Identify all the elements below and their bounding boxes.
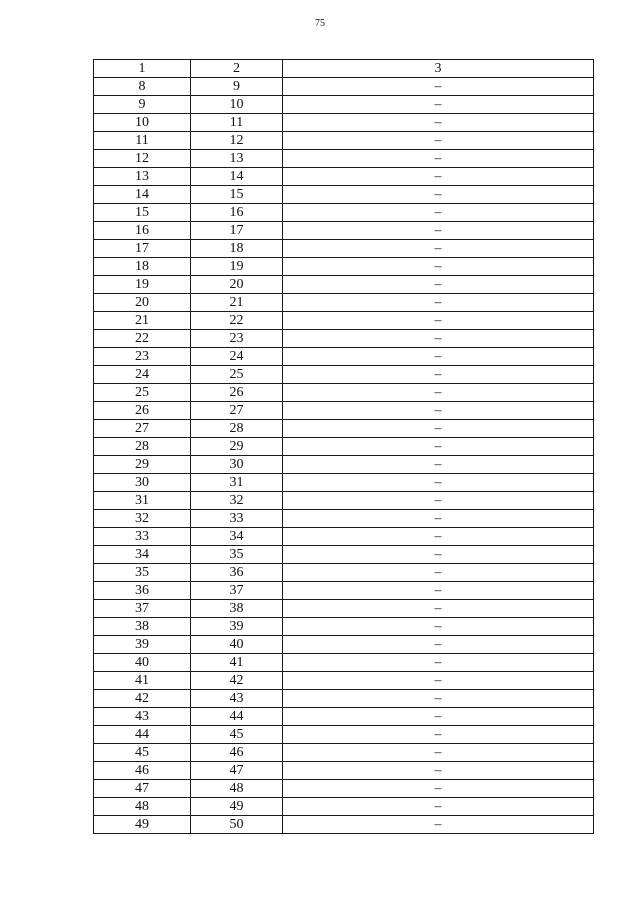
table-cell: – [283,366,594,384]
table-cell: 8 [94,78,191,96]
table-cell: 40 [94,654,191,672]
table-cell: 35 [94,564,191,582]
table-cell: 28 [94,438,191,456]
table-cell: 33 [191,510,283,528]
table-cell: – [283,402,594,420]
table-row [94,546,594,564]
table-cell: 20 [191,276,283,294]
table-row [94,798,594,816]
table-cell: 47 [191,762,283,780]
table-cell: – [283,744,594,762]
table-cell: 17 [191,222,283,240]
table-cell: – [283,618,594,636]
table-cell: – [283,636,594,654]
table-cell: 38 [94,618,191,636]
table-cell: 24 [191,348,283,366]
table-cell: 22 [191,312,283,330]
table-row [94,204,594,222]
table-cell: 45 [94,744,191,762]
table-cell: 30 [94,474,191,492]
table-cell: – [283,474,594,492]
table-cell: 44 [191,708,283,726]
table-row [94,528,594,546]
table-row [94,402,594,420]
table-cell: – [283,798,594,816]
table-cell: 17 [94,240,191,258]
table-cell: 39 [191,618,283,636]
table-cell: 27 [94,420,191,438]
table-cell: 18 [94,258,191,276]
table-cell: – [283,546,594,564]
table-cell: 16 [94,222,191,240]
table-cell: 37 [94,600,191,618]
table-row [94,510,594,528]
table-cell: 11 [191,114,283,132]
table-cell: 36 [94,582,191,600]
table-cell: 42 [94,690,191,708]
table-cell: – [283,258,594,276]
table-cell: 49 [191,798,283,816]
table-cell: 38 [191,600,283,618]
table-cell: 15 [94,204,191,222]
table-row [94,294,594,312]
table-row [94,132,594,150]
table-row [94,384,594,402]
table-cell: 13 [94,168,191,186]
table-cell: – [283,672,594,690]
table-cell: 26 [191,384,283,402]
table-cell: 42 [191,672,283,690]
table-cell: 10 [191,96,283,114]
table-cell: – [283,690,594,708]
table-cell: 32 [94,510,191,528]
table-cell: 35 [191,546,283,564]
table-cell: – [283,438,594,456]
table-row [94,168,594,186]
table-cell: 29 [191,438,283,456]
table-cell: – [283,816,594,834]
table-cell: 34 [94,546,191,564]
table-row [94,492,594,510]
table-cell: – [283,294,594,312]
table-cell: 39 [94,636,191,654]
table-cell: 23 [191,330,283,348]
table-row [94,222,594,240]
table-row [94,816,594,834]
table-cell: 33 [94,528,191,546]
table-cell: 12 [94,150,191,168]
table-cell: 25 [94,384,191,402]
table-row [94,708,594,726]
table-cell: – [283,348,594,366]
table-row [94,618,594,636]
table-cell: 14 [191,168,283,186]
table-row [94,96,594,114]
table-row [94,312,594,330]
table-cell: – [283,600,594,618]
table-cell: 11 [94,132,191,150]
table-cell: 30 [191,456,283,474]
table-cell: 43 [94,708,191,726]
table-row [94,114,594,132]
table-cell: 41 [191,654,283,672]
table-cell: 10 [94,114,191,132]
table-cell: 16 [191,204,283,222]
table-cell: 9 [191,78,283,96]
table-cell: – [283,510,594,528]
table-cell: – [283,384,594,402]
table-cell: – [283,582,594,600]
table-body [94,60,594,834]
table-cell: – [283,114,594,132]
table-cell: 13 [191,150,283,168]
table-row [94,348,594,366]
table-cell: 29 [94,456,191,474]
table-cell: 44 [94,726,191,744]
table-cell: 34 [191,528,283,546]
table-cell: 37 [191,582,283,600]
table-row [94,582,594,600]
table-row [94,474,594,492]
table-cell: – [283,420,594,438]
table-cell: – [283,78,594,96]
table-cell: 46 [94,762,191,780]
table-cell: – [283,492,594,510]
table-cell: – [283,132,594,150]
table-row [94,150,594,168]
table-row [94,330,594,348]
table-cell: – [283,330,594,348]
table-cell: 19 [94,276,191,294]
table-cell: 9 [94,96,191,114]
table-row [94,762,594,780]
table-cell: – [283,456,594,474]
table-row [94,258,594,276]
table-cell: 20 [94,294,191,312]
table-cell: 45 [191,726,283,744]
table-row [94,186,594,204]
table-cell: 47 [94,780,191,798]
table-cell: – [283,564,594,582]
table-row [94,726,594,744]
table-cell: 15 [191,186,283,204]
table-cell: – [283,654,594,672]
table-row [94,744,594,762]
data-table [93,59,594,834]
table-cell: 25 [191,366,283,384]
table-row [94,780,594,798]
table-row [94,672,594,690]
table-cell: 26 [94,402,191,420]
table-cell: – [283,204,594,222]
table-row [94,636,594,654]
header-cell: 1 [94,60,191,78]
table-cell: 14 [94,186,191,204]
table-cell: 12 [191,132,283,150]
table-cell: – [283,240,594,258]
table-cell: 27 [191,402,283,420]
table-row [94,654,594,672]
table-cell: 32 [191,492,283,510]
table-row [94,276,594,294]
table-cell: 48 [94,798,191,816]
table-row [94,690,594,708]
table-row [94,240,594,258]
table-cell: – [283,726,594,744]
table-cell: 23 [94,348,191,366]
table-row [94,600,594,618]
table-cell: 21 [94,312,191,330]
table-row [94,366,594,384]
table-cell: – [283,312,594,330]
table-cell: 43 [191,690,283,708]
table-cell: – [283,186,594,204]
table-row [94,438,594,456]
table-cell: 49 [94,816,191,834]
table-cell: 31 [94,492,191,510]
page-number: 75 [315,18,325,29]
table-cell: – [283,276,594,294]
table-cell: 28 [191,420,283,438]
table-cell: – [283,528,594,546]
table-cell: 18 [191,240,283,258]
header-cell: 2 [191,60,283,78]
table-cell: – [283,780,594,798]
table-cell: 50 [191,816,283,834]
table-cell: 40 [191,636,283,654]
header-cell: 3 [283,60,594,78]
table-row [94,564,594,582]
table-cell: 41 [94,672,191,690]
table-cell: – [283,762,594,780]
table-cell: 36 [191,564,283,582]
table-row [94,78,594,96]
table-row [94,420,594,438]
table-cell: – [283,168,594,186]
table-cell: 22 [94,330,191,348]
table-cell: 21 [191,294,283,312]
table-cell: 46 [191,744,283,762]
table-cell: 24 [94,366,191,384]
table-cell: – [283,222,594,240]
table-cell: 48 [191,780,283,798]
table-cell: – [283,96,594,114]
table-cell: 19 [191,258,283,276]
table-cell: 31 [191,474,283,492]
table-cell: – [283,708,594,726]
table-header-row [94,60,594,78]
table-row [94,456,594,474]
table-cell: – [283,150,594,168]
